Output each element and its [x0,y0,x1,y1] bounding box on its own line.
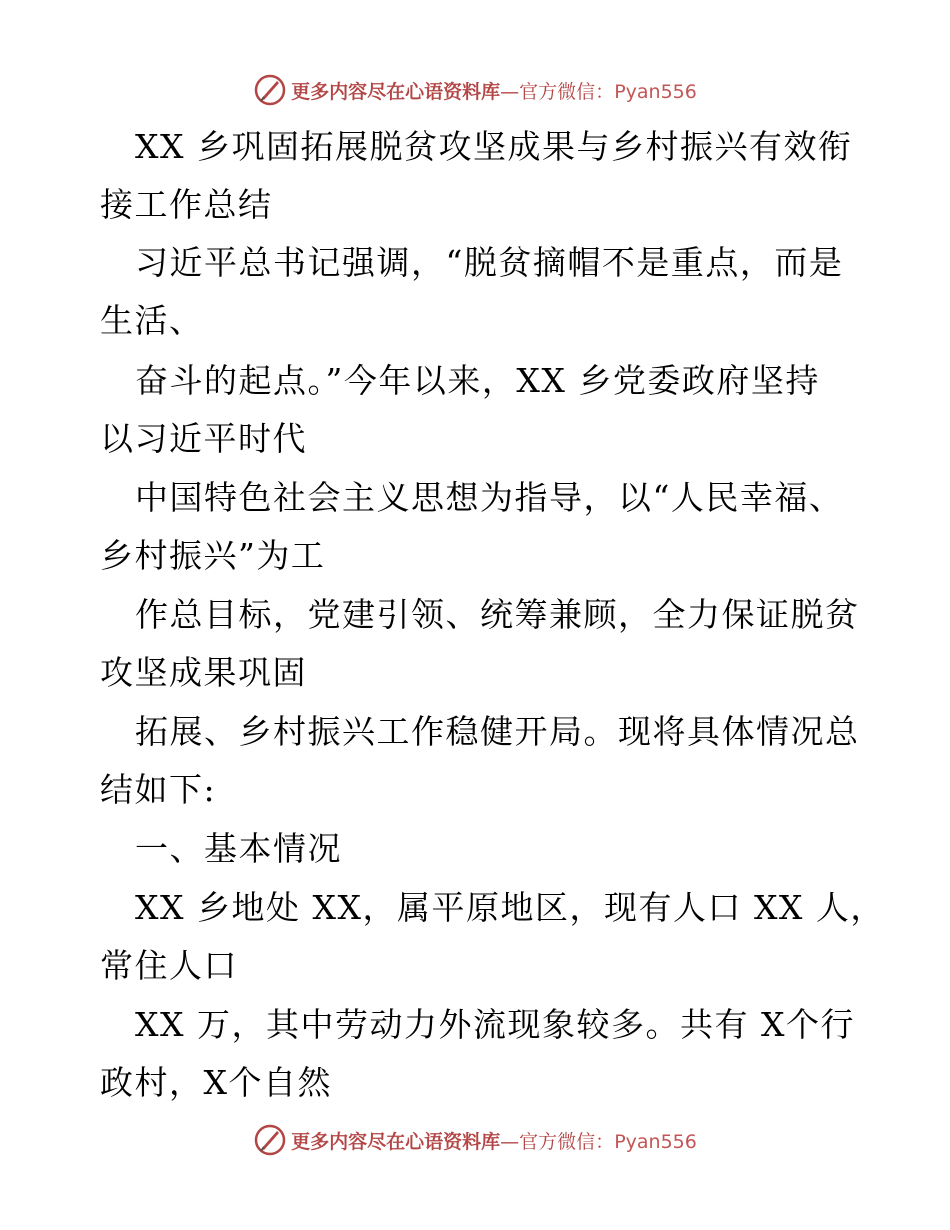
watermark-text [291,1127,697,1154]
paragraph-line: 攻坚成果巩固 [100,653,307,692]
watermark-separator: — [500,1130,520,1153]
watermark-label: 官方微信： [519,1130,615,1153]
paragraph-line: 政村，X个自然 [100,1063,332,1102]
quill-logo-icon [253,73,287,107]
paragraph-line: 拓展、乡村振兴工作稳健开局。现将具体情况总 [135,712,860,751]
watermark-text [291,77,697,104]
title-line-1: XX 乡巩固拓展脱贫攻坚成果与乡村振兴有效衔 [135,127,853,166]
paragraph-line: 作总目标，党建引领、统筹兼顾，全力保证脱贫 [135,595,860,634]
paragraph-line: 生活、 [100,301,204,340]
title-line-2: 接工作总结 [100,185,273,224]
quill-logo-icon [253,1123,287,1157]
footer-watermark [0,1118,950,1162]
paragraph-line: 以习近平时代 [100,419,307,458]
section-heading: 一、基本情况 [135,829,342,868]
watermark-id: Pyan556 [614,80,697,103]
watermark-main: 更多内容尽在心语资料库 [291,80,501,103]
header-watermark [0,68,950,112]
watermark-label: 官方微信： [519,80,615,103]
watermark-id: Pyan556 [614,1130,697,1153]
paragraph-line: XX 乡地处 XX，属平原地区，现有人口 XX 人， [135,888,885,927]
watermark-separator: — [500,80,520,103]
paragraph-line: 结如下: [100,770,217,809]
paragraph-line: 奋斗的起点。”今年以来，XX 乡党委政府坚持 [135,361,820,400]
watermark-main: 更多内容尽在心语资料库 [291,1130,501,1153]
paragraph-line: 习近平总书记强调，“脱贫摘帽不是重点，而是 [135,243,844,282]
paragraph-line: 乡村振兴”为工 [100,536,326,575]
paragraph-line: 中国特色社会主义思想为指导，以“人民幸福、 [135,478,844,517]
paragraph-line: 常住人口 [100,946,238,985]
paragraph-line: XX 万，其中劳动力外流现象较多。共有 X个行 [135,1005,855,1044]
